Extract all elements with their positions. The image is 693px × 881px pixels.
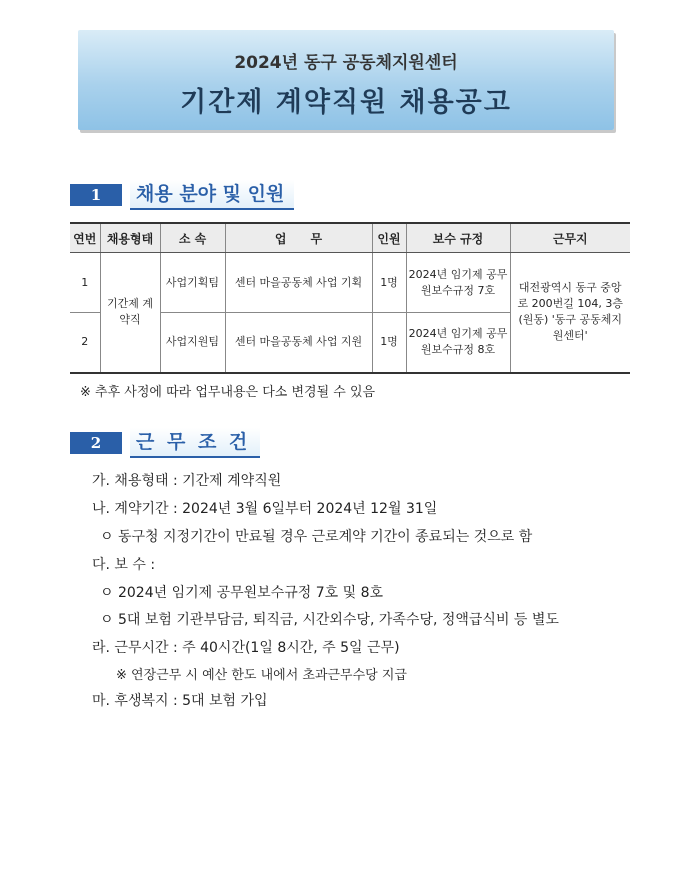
condition-work-hours: 라. 근무시간 : 주 40시간(1일 8시간, 주 5일 근무) — [92, 640, 400, 656]
row-dept: 사업기획팀 — [160, 253, 225, 313]
header-workplace: 근무지 — [510, 223, 630, 253]
header-employment-type: 채용형태 — [100, 223, 160, 253]
workplace-cell: 대전광역시 동구 중앙로 200번길 104, 3층(원동) '동구 공동체지원센터' — [510, 253, 630, 373]
condition-welfare: 마. 후생복지 : 5대 보험 가입 — [92, 693, 268, 709]
row-pay: 2024년 임기제 공무원보수규정 7호 — [406, 253, 510, 313]
banner-subtitle: 2024년 동구 공동체지원센터 — [234, 53, 458, 73]
condition-contract-period: 나. 계약기간 : 2024년 3월 6일부터 2024년 12월 31일 — [92, 501, 438, 517]
header-no: 연번 — [70, 223, 100, 253]
section-1-number: 1 — [70, 184, 122, 206]
header-dept: 소 속 — [160, 223, 225, 253]
table-header-row — [70, 223, 630, 253]
section-2-title: 근 무 조 건 — [130, 428, 260, 458]
row-duty: 센터 마을공동체 사업 지원 — [225, 313, 372, 373]
row-count: 1명 — [372, 253, 406, 313]
row-no: 2 — [70, 313, 100, 373]
table-row — [70, 253, 630, 313]
header-count: 인원 — [372, 223, 406, 253]
recruitment-table — [70, 222, 630, 374]
section-2-number: 2 — [70, 432, 122, 454]
condition-pay-extras: ㅇ 5대 보험 기관부담금, 퇴직금, 시간외수당, 가족수당, 정액급식비 등 별도 — [100, 612, 559, 628]
condition-contract-note: ㅇ 동구청 지정기간이 만료될 경우 근로계약 기간이 종료되는 것으로 함 — [100, 529, 533, 545]
condition-pay-scale: ㅇ 2024년 임기제 공무원보수규정 7호 및 8호 — [100, 585, 384, 601]
condition-pay-heading: 다. 보 수 : — [92, 557, 156, 573]
title-banner — [78, 30, 614, 130]
header-duty: 업 무 — [225, 223, 372, 253]
row-duty: 센터 마을공동체 사업 기획 — [225, 253, 372, 313]
row-dept: 사업지원팀 — [160, 313, 225, 373]
table-note: ※ 추후 사정에 따라 업무내용은 다소 변경될 수 있음 — [80, 385, 376, 400]
row-count: 1명 — [372, 313, 406, 373]
header-pay: 보수 규정 — [406, 223, 510, 253]
row-no: 1 — [70, 253, 100, 313]
condition-employment-type: 가. 채용형태 : 기간제 계약직원 — [92, 473, 282, 489]
employment-type-cell: 기간제 계약직 — [100, 253, 160, 373]
row-pay: 2024년 임기제 공무원보수규정 8호 — [406, 313, 510, 373]
condition-overtime-note: ※ 연장근무 시 예산 한도 내에서 초과근무수당 지급 — [116, 668, 407, 683]
section-1-title: 채용 분야 및 인원 — [130, 180, 294, 210]
banner-title: 기간제 계약직원 채용공고 — [180, 87, 512, 118]
